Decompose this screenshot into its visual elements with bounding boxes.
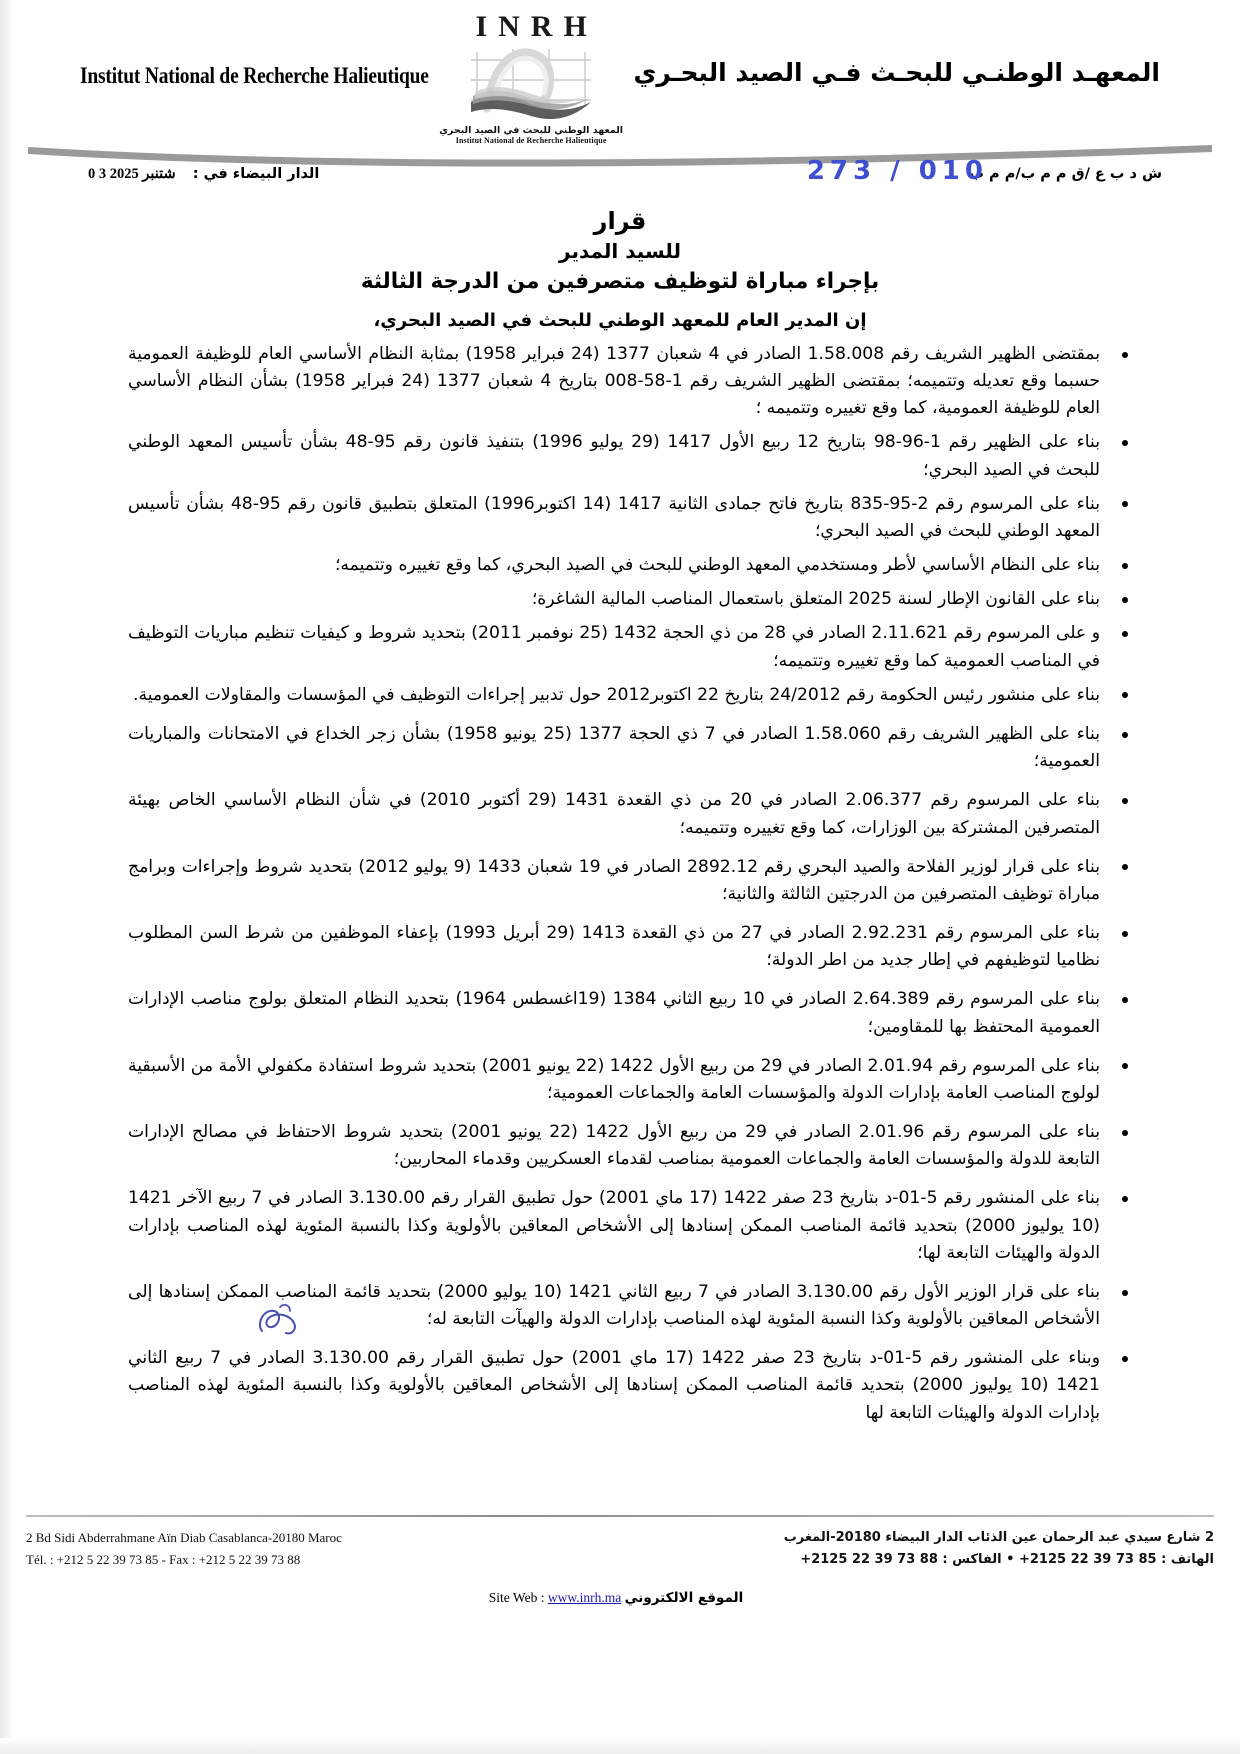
bullet-icon bbox=[1122, 501, 1128, 507]
clause-text: بناء على المرسوم رقم 2.64.389 الصادر في 10 ربيع الثاني 1384 (19اغسطس 1964) بتحديد النظام المتعلق بولوج مناصب الإدارات العمومية المحتفظ بها للمقاومين؛ bbox=[128, 989, 1101, 1037]
bullet-icon bbox=[1122, 1130, 1128, 1136]
issue-date-value: 0 3 شتنبر 2025 bbox=[88, 166, 176, 182]
footer-address-arabic bbox=[784, 1527, 1214, 1573]
clause-item bbox=[128, 986, 1130, 1040]
title-object: بإجراء مباراة لتوظيف متصرفين من الدرجة الثالثة bbox=[360, 269, 880, 294]
clause-text: بناء على قرار لوزير الفلاحة والصيد البحري رقم 2892.12 الصادر في 19 شعبان 1433 (9 يوليو 2012) بتحديد شروط وإجراءات وبرامج مباراة توظيف المتصرفين من الدرجتين الثالثة والثانية؛ bbox=[128, 856, 1100, 904]
document-titles bbox=[0, 206, 1240, 296]
clause-text: بناء على الظهير رقم 1-96-98 بتاريخ 12 ربيع الأول 1417 (29 يوليو 1996) بتنفيذ قانون رقم 95-48 بشأن تأسيس المعهد الوطني للبحث في الصيد البحري؛ bbox=[128, 432, 1100, 480]
footer-website-label-fr: Site Web : bbox=[488, 1590, 545, 1605]
reference-code: ش د ب ع /ق م م ب/م م ب bbox=[969, 166, 1162, 182]
clause-text: وبناء على المنشور رقم 5-01-د بتاريخ 23 صفر 1422 (17 ماي 2001) حول تطبيق القرار رقم 3.130.00 الصادر في 7 ربيع الثاني 1421 (10 يوليوز 2000) بتحديد قائمة المناصب الممكن إسنادها إلى الأشخاص المعاقين بالأولوية وكذا بالنسبة المئوية لهذه المناصب بإدارات الدولة والهيئات التابعة لها bbox=[128, 1348, 1100, 1423]
title-decision: قرار bbox=[593, 207, 647, 235]
footer-website-link[interactable]: www.inrh.ma bbox=[547, 1590, 622, 1605]
clause-text: بناء على الظهير الشريف رقم 1.58.060 الصادر في 7 ذي الحجة 1377 (25 يونيو 1958) بشأن زجر الخداع في الامتحانات والمباريات العمومية؛ bbox=[128, 724, 1100, 772]
footer-address-fr-line1: 2 Bd Sidi Abderrahmane Aïn Diab Casablanca-20180 Maroc bbox=[26, 1529, 342, 1545]
bullet-icon bbox=[1122, 997, 1128, 1003]
clause-text: بناء على المنشور رقم 5-01-د بتاريخ 23 صفر 1422 (17 ماي 2001) حول تطبيق القرار رقم 3.130.00 الصادر في 7 ربيع الآخر 1421 (10 يوليوز 2000) بتحديد قائمة المناصب الممكن إسنادها إلى الأشخاص المعاقين بالأولوية وكذا بالنسبة المئوية لهذه المناصب بإدارات الدولة والهيئات التابعة لها؛ bbox=[128, 1188, 1101, 1263]
clause-item bbox=[128, 620, 1130, 674]
clause-list bbox=[128, 341, 1130, 1427]
preamble-text: إن المدير العام للمعهد الوطني للبحث في الصيد البحري، bbox=[373, 309, 867, 331]
clause-item bbox=[128, 1345, 1130, 1427]
footer-address-ar-line2: الهاتف : 85 73 39 22 2125+ • الفاكس : 88 73 39 22 2125+ bbox=[800, 1552, 1214, 1568]
footer-address-french bbox=[26, 1527, 342, 1571]
clause-text: و على المرسوم رقم 2.11.621 الصادر في 28 من ذي الحجة 1432 (25 نوفمبر 2011) بتحديد شروط و كيفيات تنظيم مباريات التوظيف في المناصب العمومية كما وقع تغييره وتتميمه؛ bbox=[128, 623, 1101, 671]
title-authority: للسيد المدير bbox=[559, 239, 681, 263]
clause-item bbox=[128, 721, 1130, 775]
document-header bbox=[0, 0, 1240, 150]
bullet-icon bbox=[1122, 440, 1128, 446]
footer-divider bbox=[26, 1515, 1214, 1517]
logo-emblem-icon bbox=[467, 46, 595, 124]
clause-text: بناء على المرسوم رقم 2-95-835 بتاريخ فاتح جمادى الثانية 1417 (14 اكتوبر1996) المتعلق بتطبيق قانون رقم 95-48 بشأن تأسيس المعهد الوطني للبحث في الصيد البحري؛ bbox=[128, 493, 1100, 541]
footer-address-fr-line2: Tél. : +212 5 22 39 73 85 - Fax : +212 5 22 39 73 88 bbox=[26, 1551, 301, 1567]
bullet-icon bbox=[1122, 1290, 1128, 1296]
bullet-icon bbox=[1122, 931, 1128, 937]
footer-website-label-ar: الموقع الالكتروني bbox=[624, 1590, 744, 1606]
footer-address-ar-line1: 2 شارع سيدي عبد الرحمان عين الذئاب الدار البيضاء 20180-المغرب bbox=[783, 1529, 1214, 1545]
institute-name-french: Institut National de Recherche Halieutique bbox=[80, 64, 429, 89]
clause-item bbox=[128, 491, 1130, 545]
logo-subtitle-french: Institut National de Recherche Halieutique bbox=[455, 136, 607, 145]
clause-item bbox=[128, 429, 1130, 483]
bullet-icon bbox=[1122, 1356, 1128, 1362]
clause-item bbox=[128, 552, 1130, 579]
clause-text: بناء على القانون الإطار لسنة 2025 المتعلق باستعمال المناصب المالية الشاغرة؛ bbox=[531, 589, 1100, 610]
clause-item bbox=[128, 787, 1130, 841]
clause-text: بناء على المرسوم رقم 2.01.96 الصادر في 29 من ربيع الأول 1422 (22 يونيو 2001) بتحديد شروط الاحتفاظ في مصالح الإدارات التابعة للدولة والمؤسسات العامة والجماعات العمومية بمناصب لقدماء العسكريين وقدماء المحاربين؛ bbox=[128, 1122, 1100, 1170]
clause-text: بناء على قرار الوزير الأول رقم 3.130.00 الصادر في 7 ربيع الثاني 1421 (10 يوليو 2000) بتحديد قائمة المناصب الممكن إسنادها إلى الأشخاص المعاقين بالأولوية وكذا النسبة المئوية لهذه المناصب بإدارات الدولة والهيآت التابعة له؛ bbox=[128, 1281, 1100, 1330]
clause-text: بمقتضى الظهير الشريف رقم 1.58.008 الصادر في 4 شعبان 1377 (24 فبراير 1958) بمثابة النظام الأساسي العام للوظيفة العمومية حسبما وقع تعديله وتتميمه؛ بمقتضى الظهير الشريف رقم 1-58-008 بتاريخ 4 شعبان 1377 (24 فبراير 1958) بشأن النظام الأساسي العام للوظيفة العمومية، كما وقع تغييره وتتميمه ؛ bbox=[128, 343, 1101, 419]
clause-item bbox=[128, 1053, 1130, 1107]
clause-item bbox=[128, 682, 1130, 709]
bullet-icon bbox=[1122, 692, 1128, 698]
clause-item bbox=[128, 1185, 1130, 1267]
institute-name-arabic: المعهـد الوطنـي للبحـث فـي الصيد البحـري bbox=[633, 58, 1160, 87]
bullet-icon bbox=[1122, 798, 1128, 804]
clause-text: بناء على المرسوم رقم 2.06.377 الصادر في 20 من ذي القعدة 1431 (29 أكتوبر 2010) في شأن النظام الأساسي الخاص بهيئة المتصرفين المشتركة بين الوزارات، كما وقع تغييره وتتميمه؛ bbox=[128, 790, 1101, 838]
scan-edge-bottom bbox=[0, 1738, 1240, 1754]
bullet-icon bbox=[1122, 597, 1128, 603]
clause-item bbox=[128, 586, 1130, 613]
issue-place-date bbox=[88, 166, 319, 183]
reference-number: 273 / 010 bbox=[806, 156, 988, 186]
document-footer bbox=[0, 1515, 1240, 1607]
scan-edge-left bbox=[0, 0, 14, 1754]
bullet-icon bbox=[1122, 352, 1128, 358]
bullet-icon bbox=[1122, 1196, 1128, 1202]
bullet-icon bbox=[1122, 631, 1128, 637]
clause-item bbox=[128, 854, 1130, 908]
inrh-logo bbox=[431, 10, 631, 145]
signature-mark bbox=[250, 1297, 310, 1341]
clause-text: بناء على المرسوم رقم 2.01.94 الصادر في 29 من ربيع الأول 1422 (22 يونيو 2001) بتحديد شروط استفادة مكفولي الأمة من الأسبقية لولوج المناصب العامة بإدارات الدولة والمؤسسات العامة والجماعات العمومية؛ bbox=[128, 1055, 1100, 1103]
clause-item bbox=[128, 341, 1130, 423]
footer-website bbox=[26, 1590, 1214, 1606]
clause-item bbox=[128, 1119, 1130, 1173]
issue-place-label: الدار البيضاء في : bbox=[192, 166, 320, 182]
logo-subtitle-arabic: المعهد الوطني للبحث في الصيد البحري bbox=[439, 125, 624, 136]
clause-text: بناء على المرسوم رقم 2.92.231 الصادر في 27 من ذي القعدة 1413 (29 أبريل 1993) بإعفاء الموظفين من شرط السن المطلوب نظاميا لتوظيفهم في إطار جديد من اطر الدولة؛ bbox=[128, 923, 1100, 971]
bullet-icon bbox=[1122, 732, 1128, 738]
bullet-icon bbox=[1122, 864, 1128, 870]
clause-item bbox=[128, 920, 1130, 974]
bullet-icon bbox=[1122, 563, 1128, 569]
logo-wordmark: INRH bbox=[475, 10, 598, 43]
reference-line bbox=[0, 156, 1240, 204]
bullet-icon bbox=[1122, 1063, 1128, 1069]
clause-text: بناء على النظام الأساسي لأطر ومستخدمي المعهد الوطني للبحث في الصيد البحري، كما وقع تغييره وتتميمه؛ bbox=[334, 555, 1100, 576]
clause-text: بناء على منشور رئيس الحكومة رقم 24/2012 بتاريخ 22 اكتوبر2012 حول تدبير إجراءات التوظيف في المؤسسات والمقاولات العمومية. bbox=[133, 684, 1100, 705]
